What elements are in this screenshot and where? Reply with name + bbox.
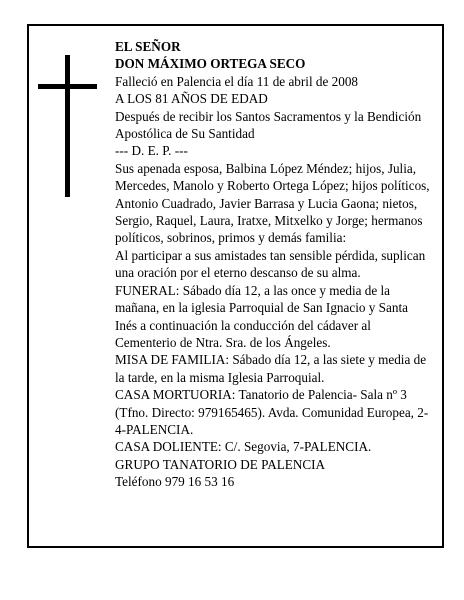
request-paragraph: Al participar a sus amistades tan sensible pérdida, suplican una oración por el eterno descanso de su alma. xyxy=(115,247,426,281)
mourning-house-line: CASA DOLIENTE: C/. Segovia, 7-PALENCIA. xyxy=(115,439,372,455)
funeral-paragraph: FUNERAL: Sábado día 12, a las once y media de la mañana, en la iglesia Parroquial de San Ignacio y Santa Inés a continuación la conducción del cádaver al Cementerio de Ntra. Sra. de los Ángeles. xyxy=(115,282,408,350)
obituary-text xyxy=(115,38,433,491)
group-line: GRUPO TANATORIO DE PALENCIA xyxy=(115,456,326,472)
cross-icon-bar xyxy=(38,84,97,89)
cross-icon xyxy=(65,55,70,197)
age-line: A LOS 81 AÑOS DE EDAD xyxy=(115,91,268,107)
deceased-name: DON MÁXIMO ORTEGA SECO xyxy=(115,56,306,72)
family-paragraph: Sus apenada esposa, Balbina López Méndez; hijos, Julia, Mercedes, Manolo y Roberto Ortega López; hijos políticos, Antonio Cuadrado, Javier Barrasa y Lucia Gaona; nietos, Sergio, Raquel, Laura, Iratxe, Mitxelko y Jorge; hermanos políticos, sobrinos, primos y demás familia: xyxy=(115,160,430,246)
family-mass-paragraph: MISA DE FAMILIA: Sábado día 12, a las siete y media de la tarde, en la misma Iglesia Parroquial. xyxy=(115,352,427,385)
mortuary-paragraph: CASA MORTUORIA: Tanatorio de Palencia- Sala nº 3 (Tfno. Directo: 979165465). Avda. Comunidad Europea, 2-4-PALENCIA. xyxy=(115,387,429,437)
death-line: Falleció en Palencia el día 11 de abril de 2008 xyxy=(115,73,359,89)
sacraments-paragraph: Después de recibir los Santos Sacramentos y la Bendición Apostólica de Su Santidad xyxy=(115,108,422,142)
rip-line: --- D. E. P. --- xyxy=(115,143,188,159)
phone-line: Teléfono 979 16 53 16 xyxy=(115,474,235,490)
title-line-1: EL SEÑOR xyxy=(115,39,181,54)
